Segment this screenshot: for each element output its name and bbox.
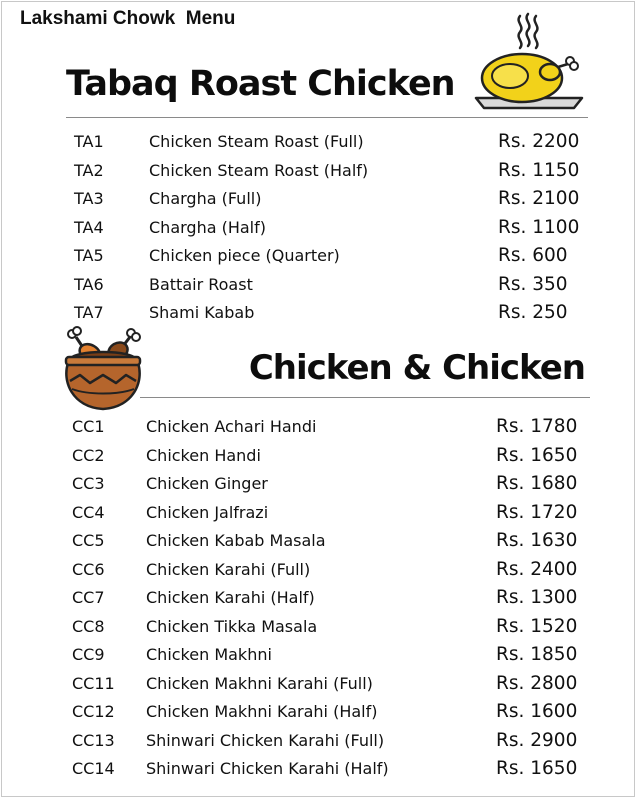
item-code: CC4 [72, 502, 105, 522]
menu-item [0, 244, 638, 272]
item-name: Chicken Handi [146, 445, 261, 465]
item-price: Rs. 1720 [496, 501, 578, 523]
item-name: Chicken Makhni Karahi (Full) [146, 673, 373, 693]
item-name: Chicken piece (Quarter) [149, 246, 340, 265]
menu-item [0, 672, 638, 700]
menu-item [0, 444, 638, 472]
item-price: Rs. 1650 [496, 444, 578, 466]
item-name: Shami Kabab [149, 303, 255, 322]
item-code: CC2 [72, 445, 105, 465]
item-name: Chicken Steam Roast (Half) [149, 160, 369, 180]
section-divider [140, 397, 590, 398]
menu-item [0, 700, 638, 728]
menu-item [0, 529, 638, 557]
item-name: Chicken Steam Roast (Full) [149, 132, 364, 151]
item-code: TA1 [74, 132, 104, 151]
item-price: Rs. 1520 [496, 615, 578, 637]
item-price: Rs. 2400 [496, 558, 578, 580]
item-code: CC8 [72, 616, 105, 636]
item-name: Shinwari Chicken Karahi (Half) [146, 759, 389, 778]
item-price: Rs. 250 [498, 302, 568, 323]
item-code: CC9 [72, 645, 105, 664]
item-price: Rs. 1780 [496, 416, 578, 437]
item-code: CC14 [72, 759, 115, 778]
item-price: Rs. 600 [498, 245, 568, 266]
section-title-tabaq-roast-chicken: Tabaq Roast Chicken [66, 64, 455, 104]
item-price: Rs. 1680 [496, 473, 578, 494]
clay-pot-icon [58, 325, 148, 415]
item-code: CC11 [72, 673, 115, 693]
menu-item [0, 586, 638, 614]
item-name: Chicken Makhni [146, 645, 272, 664]
menu-item [0, 273, 638, 301]
item-name: Chicken Jalfrazi [146, 502, 269, 522]
item-name: Battair Roast [149, 274, 253, 294]
item-name: Chicken Karahi (Full) [146, 559, 311, 579]
item-price: Rs. 2100 [498, 188, 580, 209]
item-code: CC6 [72, 559, 105, 579]
menu-item [0, 501, 638, 529]
item-price: Rs. 1650 [496, 758, 578, 779]
section-title-chicken-and-chicken: Chicken & Chicken [248, 348, 585, 388]
item-name: Chicken Makhni Karahi (Half) [146, 702, 378, 721]
item-name: Chargha (Half) [149, 217, 266, 237]
menu-item [0, 415, 638, 443]
menu-item [0, 187, 638, 215]
item-code: TA5 [74, 246, 104, 265]
item-code: TA3 [74, 189, 104, 208]
item-name: Chargha (Full) [149, 189, 262, 208]
item-code: TA6 [74, 274, 104, 294]
item-price: Rs. 1300 [496, 587, 578, 608]
item-code: CC1 [72, 417, 105, 436]
item-price: Rs. 1630 [496, 530, 578, 551]
item-price: Rs. 2900 [496, 729, 578, 751]
roast-chicken-icon [470, 10, 590, 118]
item-name: Chicken Tikka Masala [146, 616, 318, 636]
item-price: Rs. 1100 [498, 216, 580, 238]
page-title: Lakshami Chowk Menu [20, 8, 236, 29]
item-name: Chicken Achari Handi [146, 417, 317, 436]
item-price: Rs. 1150 [498, 159, 580, 181]
item-code: CC13 [72, 730, 115, 750]
menu-item [0, 130, 638, 158]
menu-item [0, 729, 638, 757]
item-name: Shinwari Chicken Karahi (Full) [146, 730, 385, 750]
item-code: TA4 [74, 217, 104, 237]
item-price: Rs. 1850 [496, 644, 578, 665]
menu-item [0, 472, 638, 500]
item-code: CC3 [72, 474, 105, 493]
item-price: Rs. 1600 [496, 701, 578, 722]
item-price: Rs. 2800 [496, 672, 578, 694]
item-code: TA2 [74, 160, 104, 180]
item-name: Chicken Karahi (Half) [146, 588, 315, 607]
item-name: Chicken Ginger [146, 474, 268, 493]
item-code: CC5 [72, 531, 105, 550]
item-name: Chicken Kabab Masala [146, 531, 326, 550]
item-code: CC12 [72, 702, 115, 721]
item-code: CC7 [72, 588, 105, 607]
menu-item [0, 159, 638, 187]
menu-item [0, 216, 638, 244]
item-price: Rs. 350 [498, 273, 568, 295]
menu-item [0, 615, 638, 643]
item-price: Rs. 2200 [498, 131, 580, 152]
menu-item [0, 558, 638, 586]
menu-item [0, 757, 638, 785]
menu-item [0, 643, 638, 671]
item-code: TA7 [74, 303, 104, 322]
